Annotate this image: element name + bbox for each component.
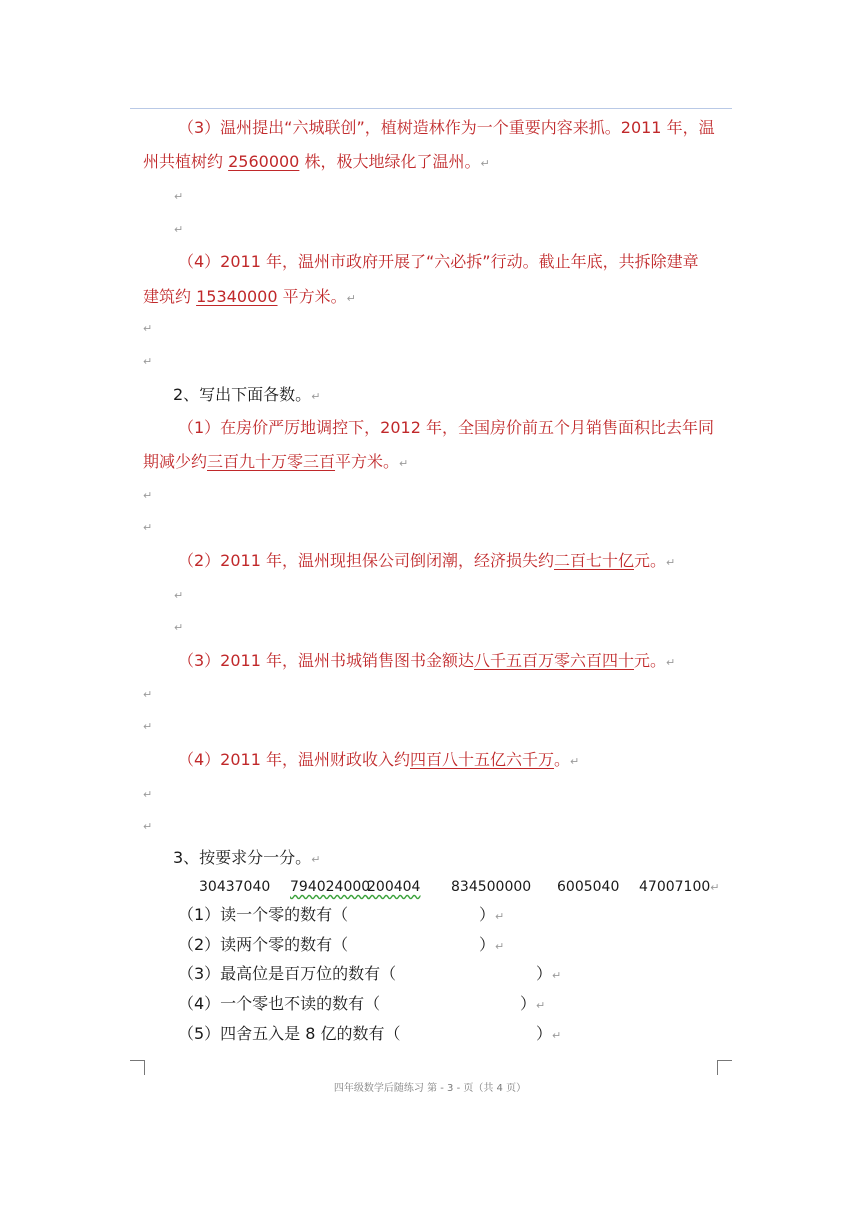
paragraph-mark-icon [143, 355, 152, 368]
answer-blank[interactable]: 八千五百万零六百四十 [474, 651, 635, 670]
paragraph-mark-icon [710, 881, 719, 894]
paragraph-mark-icon [174, 190, 183, 203]
number-item: 30437040 [199, 879, 271, 895]
paragraph-mark-icon [143, 788, 152, 801]
paragraph-mark-icon [495, 910, 504, 923]
paragraph-mark-icon [143, 820, 152, 833]
paragraph-mark-icon [666, 556, 675, 569]
q3-item4-close: ） ↵ [520, 993, 545, 1017]
paragraph-mark-icon [143, 322, 152, 335]
crop-mark-right [717, 1060, 732, 1075]
q1-item3-line1: （3）温州提出“六城联创”，植树造林作为一个重要内容来抓。2011 年，温 [178, 118, 715, 137]
paragraph-mark-icon [347, 292, 356, 305]
number-item: 47007100 ↵ [639, 879, 719, 895]
q3-item3-close: ） ↵ [536, 963, 561, 987]
number-item: 200404 [367, 879, 421, 895]
paragraph-mark-icon [143, 720, 152, 733]
q3-item2-close: ） ↵ [479, 934, 504, 958]
q3-item5-close: ） ↵ [536, 1023, 561, 1047]
q2-heading: 2、写出下面各数。 ↵ [173, 384, 320, 408]
q2-item3: （3）2011 年，温州书城销售图书金额达八千五百万零六百四十元。 ↵ [178, 650, 675, 674]
paragraph-mark-icon [143, 688, 152, 701]
paragraph-mark-icon [666, 656, 675, 669]
q1-item4-line1: （4）2011 年，温州市政府开展了“六必拆”行动。截止年底，共拆除建章 [178, 252, 699, 271]
q3-item4: （4）一个零也不读的数有（ [178, 994, 381, 1013]
paragraph-mark-icon [143, 489, 152, 502]
q2-item1-line1: （1）在房价严厉地调控下，2012 年，全国房价前五个月销售面积比去年同 [178, 418, 714, 437]
paragraph-mark-icon [480, 157, 489, 170]
paragraph-mark-icon [570, 755, 579, 768]
q2-item1-line2: 期减少约三百九十万零三百平方米。 ↵ [143, 451, 408, 475]
q2-item4: （4）2011 年，温州财政收入约四百八十五亿六千万。 ↵ [178, 749, 579, 773]
number-item: 794024000 [290, 879, 371, 895]
paragraph-mark-icon [495, 940, 504, 953]
q1-item3-line2: 州共植树约 2560000 株，极大地绿化了温州。 ↵ [143, 151, 490, 175]
q3-item1-close: ） ↵ [479, 904, 504, 928]
paragraph-mark-icon [174, 589, 183, 602]
answer-blank[interactable]: 二百七十亿 [554, 551, 635, 570]
crop-mark-left [130, 1060, 145, 1075]
answer-blank[interactable]: 四百八十五亿六千万 [410, 750, 555, 769]
q3-item3: （3）最高位是百万位的数有（ [178, 964, 397, 983]
paragraph-mark-icon [536, 999, 545, 1012]
q3-item2: （2）读两个零的数有（ [178, 935, 349, 954]
q3-item5: （5）四舍五入是 8 亿的数有（ [178, 1024, 401, 1043]
page-footer: 四年级数学后随练习 第 - 3 - 页（共 4 页） [333, 1083, 527, 1094]
answer-blank[interactable]: 15340000 [196, 287, 278, 306]
paragraph-mark-icon [399, 457, 408, 470]
paragraph-mark-icon [311, 853, 320, 866]
answer-blank[interactable]: 2560000 [228, 152, 300, 171]
paragraph-mark-icon [143, 521, 152, 534]
paragraph-mark-icon [174, 621, 183, 634]
q2-item2: （2）2011 年，温州现担保公司倒闭潮，经济损失约二百七十亿元。 ↵ [178, 550, 675, 574]
paragraph-mark-icon [552, 969, 561, 982]
q3-heading: 3、按要求分一分。 ↵ [173, 847, 320, 871]
paragraph-mark-icon [552, 1029, 561, 1042]
header-rule [130, 108, 732, 109]
paragraph-mark-icon [311, 390, 320, 403]
answer-blank[interactable]: 三百九十万零三百 [207, 452, 336, 471]
number-item: 834500000 [451, 879, 532, 895]
paragraph-mark-icon [174, 223, 183, 236]
q1-item4-line2: 建筑约 15340000 平方米。 ↵ [143, 286, 356, 310]
q3-item1: （1）读一个零的数有（ [178, 905, 349, 924]
number-item: 6005040 [557, 879, 620, 895]
